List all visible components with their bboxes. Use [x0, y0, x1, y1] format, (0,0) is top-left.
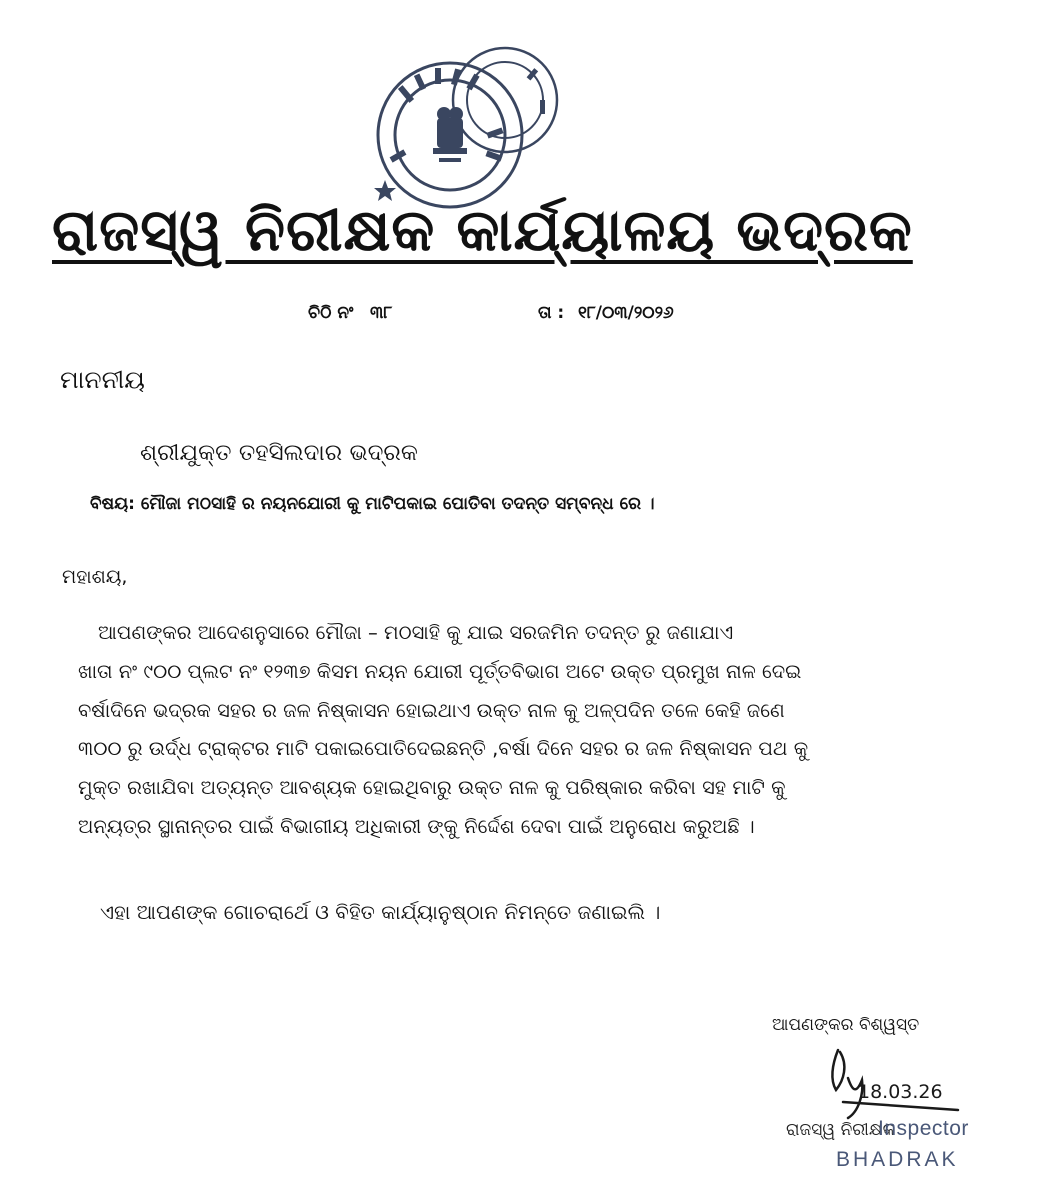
salutation: ମାନନୀୟ	[60, 365, 145, 394]
body-line: ଅନ୍ୟତ୍ର ସ୍ଥାନାନ୍ତର ପାଇଁ ବିଭାଗୀୟ ଅଧିକାରୀ ଙ୍କୁ ନିର୍ଦ୍ଦେଶ ଦେବା ପାଇଁ ଅନୁରୋଧ କରୁଅଛି ।	[78, 814, 755, 838]
closing-line: ଏହା ଆପଣଙ୍କ ଗୋଚରାର୍ଥେ ଓ ବିହିତ କାର୍ଯ୍ୟାନୁଷ୍ଠାନ ନିମନ୍ତେ ଜଣାଇଲି ।	[100, 900, 661, 924]
stamp-title: Inspector	[878, 1117, 969, 1140]
body-line: ୩୦୦ ରୁ ଉର୍ଦ୍ଧ ଟ୍ରାକ୍ଟର ମାଟି ପକାଇପୋତିଦେଇଛନ୍ତି ,ବର୍ଷା ଦିନେ ସହର ର ଜଳ ନିଷ୍କାସନ ପଥ କୁ	[78, 737, 809, 761]
signatory-title: ରାଜସ୍ୱ ନିରୀକ୍ଷକ	[786, 1120, 896, 1140]
official-seal	[355, 40, 585, 210]
office-heading: ରାଜସ୍ୱ ନିରୀକ୍ଷକ କାର୍ଯ୍ୟାଳୟ ଭଦ୍ରକ	[52, 196, 913, 264]
subject-line: ବିଷୟ: ମୌଜା ମଠସାହି ର ନୟନଯୋରୀ କୁ ମାଟିପକାଇ ପୋତିବା ତଦନ୍ତ ସମ୍ବନ୍ଧ ରେ ।	[90, 494, 655, 514]
government-emblem-icon	[433, 107, 467, 162]
body-line: ବର୍ଷାଦିନେ ଭଦ୍ରକ ସହର ର ଜଳ ନିଷ୍କାସନ ହୋଇଥାଏ ଉକ୍ତ ନାଳ କୁ ଅଳ୍ପଦିନ ତଳେ କେହି ଜଣେ	[78, 698, 785, 722]
date-label: ତା :	[538, 303, 565, 323]
signature-date: 18.03.26	[858, 1081, 943, 1103]
date-value: ୧୮/୦୩/୨୦୨୬	[578, 303, 674, 323]
greeting: ମହାଶୟ,	[62, 566, 128, 588]
letter-number-label: ଚିଠି ନଂ	[308, 303, 354, 323]
body-paragraph	[78, 614, 1038, 847]
yours-faithfully: ଆପଣଙ୍କର ବିଶ୍ୱସ୍ତ	[772, 1015, 920, 1035]
addressee: ଶ୍ରୀଯୁକ୍ତ ତହସିଲଦାର ଭଦ୍ରକ	[140, 440, 418, 466]
handwritten-signature	[818, 1040, 998, 1120]
letter-number-value: ୩୮	[370, 303, 393, 323]
stamp-place: BHADRAK	[836, 1148, 959, 1171]
body-line: ମୁକ୍ତ ରଖାଯିବା ଅତ୍ୟନ୍ତ ଆବଶ୍ୟକ ହୋଇଥିବାରୁ ଉକ୍ତ ନାଳ କୁ ପରିଷ୍କାର କରିବା ସହ ମାଟି କୁ	[78, 776, 786, 800]
body-line: ଆପଣଙ୍କର ଆଦେଶନୁସାରେ ମୌଜା – ମଠସାହି କୁ ଯାଇ ସରଜମିନ ତଦନ୍ତ ରୁ ଜଣାଯାଏ	[98, 621, 734, 644]
body-line: ଖାତା ନଂ ୯୦୦ ପ୍ଲଟ ନଂ ୧୨୩୭ କିସମ ନୟନ ଯୋରୀ ପୂର୍ତ୍ତବିଭାଗ ଅଟେ ଉକ୍ତ ପ୍ରମୁଖ ନାଳ ଦେଇ	[78, 659, 802, 683]
